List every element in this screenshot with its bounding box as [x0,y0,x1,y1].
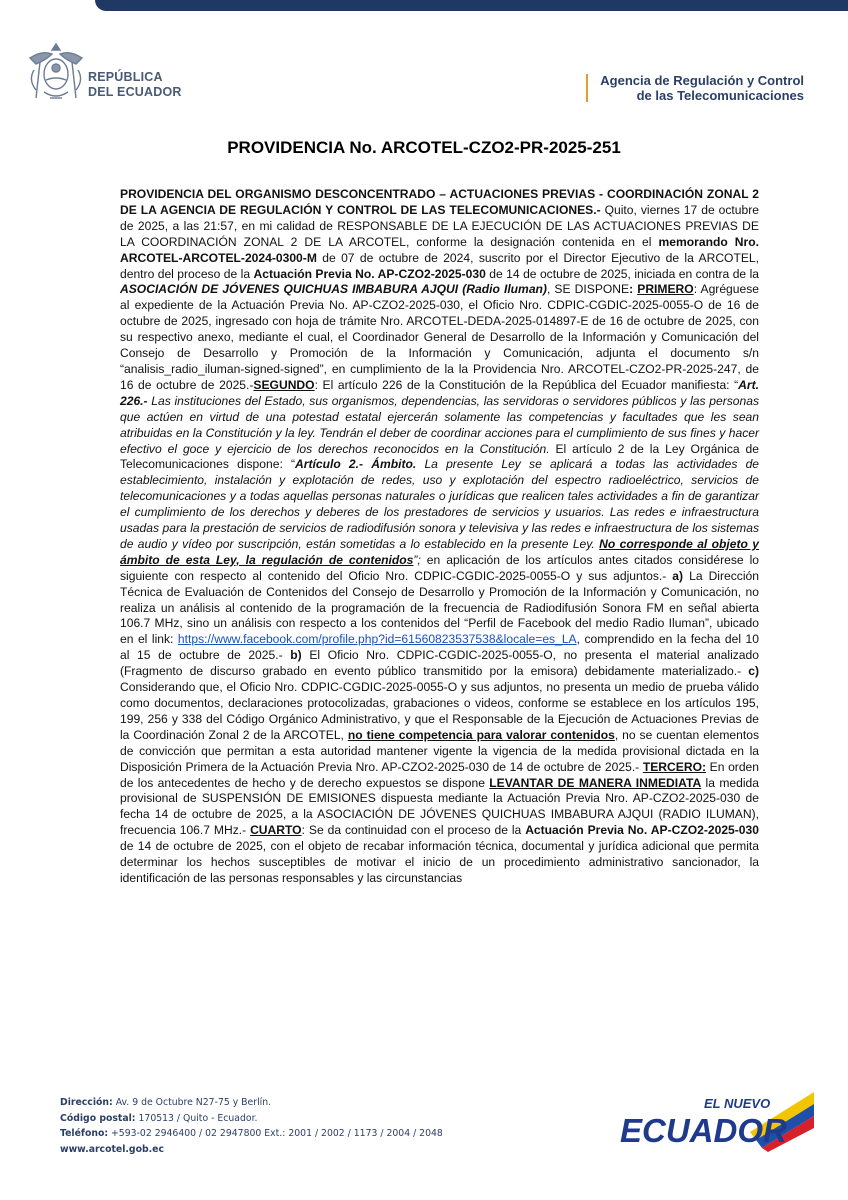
ecuador-coat-of-arms-logo [22,40,90,106]
article-2-quote: La presente Ley se aplicará a todas las actividades de establecimiento, instalación y explotación de redes, uso y explotación del espectro radioeléctrico, servicios de telecomunicaciones y a todas aquellas personas naturales o jurídicas que realicen tales actividades a fin de garantizar el cumplimiento de los derechos y deberes de los prestadores de servicios y usuarios. Las redes e infraestructura usadas para la prestación de servicios de radiodifusión sonora y televisiva y las redes e infraestructura de los sistemas de audio y vídeo por suscripción, están sometidas a lo establecido en la presente Ley. [120,457,760,551]
text: En orden de los antecedentes de hecho y de derecho expuestos se dispone [120,759,759,790]
lift-immediately-emphasis: LEVANTAR DE MANERA INMEDIATA [489,775,702,790]
postal-value: 170513 / Quito - Ecuador. [135,1112,258,1124]
article-226-quote: Las instituciones del Estado, sus organismos, dependencias, las servidoras o servidores públicos y las personas que actúen en virtud de una potestad estatal ejercerán solamente las competencias y facultades que les sean atribuidas en la Constitución y la ley. Tendrán el deber de coordinar acciones para el cumplimiento de sus fines y hacer efectivo el goce y ejercicio de los derechos reconocidos en la Constitución. [120,393,759,456]
item-a-label: a) [672,568,684,583]
agency-name [600,73,804,103]
text: La Dirección Técnica de Evaluación de Contenidos del Consejo de Desarrollo y Promoción de la Información y Comunicación, no realiza un análisis al contenido de la programación de la frecuencia de Radiodifusión Sonora FM en señal abierta 106.7 MHz, sino un análisis con respecto a los contenidos del “Perfil de Facebook del medio Radio Iluman”, ubicado en el link: [120,568,759,647]
footer-postal [60,1111,443,1127]
actuacion-reference: Actuación Previa No. AP-CZO2-2025-030 [253,266,486,281]
article-2-emphasis: No corresponde al objeto y ámbito de esta Ley, la regulación de contenidos [120,536,759,567]
text: : [629,282,638,297]
section-segundo: SEGUNDO [253,377,315,392]
text: El artículo 2 de la Ley Orgánica de Telecomunicaciones dispone: “ [120,441,759,472]
text: : Agréguese al expediente de la Actuación Previa No. AP-CZO2-2025-030, el Oficio Nro. CDPIC-CGDIC-2025-0055-O de 16 de octubre de 2025, ingresado con hoja de trámite Nro. ARCOTEL-DEDA-2025-014897-E de 16 de octubre de 2025, con su respectivo anexo, mediante el cual, el Coordinador General de Desarrollo de la Información y Comunicación del Consejo de Desarrollo y Promoción de la Información y Comunicación, adjunta el documento s/n “analisis_radio_iluman-signed-signed”, en cumplimiento de la la Providencia Nro. ARCOTEL-CZO2-PR-2025-247, de 16 de octubre de 2025.- [120,282,759,392]
article-2-label: Artículo 2.- Ámbito. [295,457,417,472]
postal-label: Código postal: [60,1112,136,1124]
text: : Se da continuidad con el proceso de la [301,823,526,838]
facebook-link[interactable]: https://www.facebook.com/profile.php?id=61560823537538&locale=es_LA [177,632,577,647]
republic-name [88,70,182,100]
text: de 14 de octubre de 2025, con el objeto de recabar información técnica, documental y jurídica adicional que permita determinar los hechos susceptibles de motivar el inicio de un procedimiento administrativo sancionador, la identificación de las personas responsables y las circunstancias [120,839,759,885]
document-title: PROVIDENCIA No. ARCOTEL-CZO2-PR-2025-251 [227,138,621,157]
memo-reference: memorando Nro. ARCOTEL-ARCOTEL-2024-0300-M [120,234,759,265]
text: : El artículo 226 de la Constitución de la República del Ecuador manifiesta: “ [314,377,739,392]
header-top-bar [95,0,848,11]
el-nuevo-ecuador-logo [600,1088,818,1152]
heading-organism: PROVIDENCIA DEL ORGANISMO DESCONCENTRADO – ACTUACIONES PREVIAS - COORDINACIÓN ZONAL 2 DE LA AGENCIA DE REGULACIÓN Y CONTROL DE LAS TELECOMUNICACIONES.- [120,187,759,217]
phone-label: Teléfono: [60,1128,109,1139]
section-tercero: TERCERO: [642,759,706,774]
phone-value: +593-02 2946400 / 02 2947800 Ext.: 2001 / 2002 / 1173 / 2004 / 2048 [108,1128,443,1139]
text: ”; [413,552,421,567]
item-c-label: c) [748,664,759,679]
competence-emphasis: no tiene competencia para valorar contenidos [347,727,615,742]
footer-website[interactable] [60,1142,443,1158]
logo-small-text: EL NUEVO [704,1096,771,1111]
association-name: ASOCIACIÓN DE JÓVENES QUICHUAS IMBABURA AJQUI (Radio Iluman) [120,282,547,297]
text: , no se cuentan elementos de convicción que permitan a esta autoridad mantener vigente la vigencia de la medida provisional dictada en la Disposición Primera de la Actuación Previa Nro. AP-CZO2-2025-030 de 14 de octubre de 2025.- [120,727,759,774]
article-226-label: Art. 226.- [120,377,759,408]
actuacion-reference: Actuación Previa No. AP-CZO2-2025-030 [525,823,759,838]
footer-address [60,1095,443,1111]
document-body [120,187,759,887]
text: , SE DISPONE [546,282,630,297]
text: en aplicación de los artículos antes citados considérese lo siguiente con respecto al contenido del Oficio Nro. CDPIC-CGDIC-2025-0055-O y sus adjuntos.- [120,552,759,583]
item-b-label: b) [290,648,302,663]
republic-line-1: REPÚBLICA [88,70,163,84]
address-value: Av. 9 de Octubre N27-75 y Berlín. [112,1097,272,1108]
section-cuarto: CUARTO [250,823,302,838]
republic-line-2: DEL ECUADOR [88,85,182,99]
text: Quito, viernes 17 de octubre de 2025, a las 21:57, en mi calidad de RESPONSABLE DE LA EJECUCIÓN DE LAS ACTUACIONES PREVIAS DE LA COORDINACIÓN ZONAL 2 DE LA ARCOTEL, conforme la designación contenida en el [120,202,759,249]
text: , comprendido en la fecha del 10 al 15 de octubre de 2025.- [120,632,759,663]
footer-phone [60,1126,443,1142]
footer-contact [60,1095,443,1157]
agency-line-2: de las Telecomunicaciones [636,88,804,103]
text: de 14 de octubre de 2025, iniciada en contra de la [485,266,760,281]
agency-line-1: Agencia de Regulación y Control [600,73,804,88]
website-link[interactable]: www.arcotel.gob.ec [60,1143,164,1155]
address-label: Dirección: [60,1097,113,1108]
text: Considerando que, el Oficio Nro. CDPIC-CGDIC-2025-0055-O y sus adjuntos, no presenta un medio de prueba válido como documentos, declaraciones protocolizadas, grabaciones o videos, conforme se establece en los artículos 195, 199, 256 y 338 del Código Orgánico Administrativo, y que el Responsable de la Ejecución de Actuaciones Previas de la Coordinación Zonal 2 de la ARCOTEL, [120,680,759,742]
agency-accent-line [586,74,588,102]
text: la medida provisional de SUSPENSIÓN DE EMISIONES dispuesta mediante la Actuación Previa Nro. AP-CZO2-2025-030 de fecha 14 de octubre de 2025, a la ASOCIACIÓN DE JÓVENES QUICHUAS IMBABURA AJQUI (RADIO ILUMAN), frecuencia 106.7 MHz.- [120,775,759,838]
text: El Oficio Nro. CDPIC-CGDIC-2025-0055-O, no presenta el material analizado (Fragmento de discurso grabado en evento público transmitido por la emisora) debidamente materializado.- [120,648,759,679]
section-primero: PRIMERO [637,282,694,297]
logo-big-text: ECUADOR [620,1112,787,1149]
text: de 07 de octubre de 2024, suscrito por el Director Ejecutivo de la ARCOTEL, dentro del proceso de la [120,250,759,281]
